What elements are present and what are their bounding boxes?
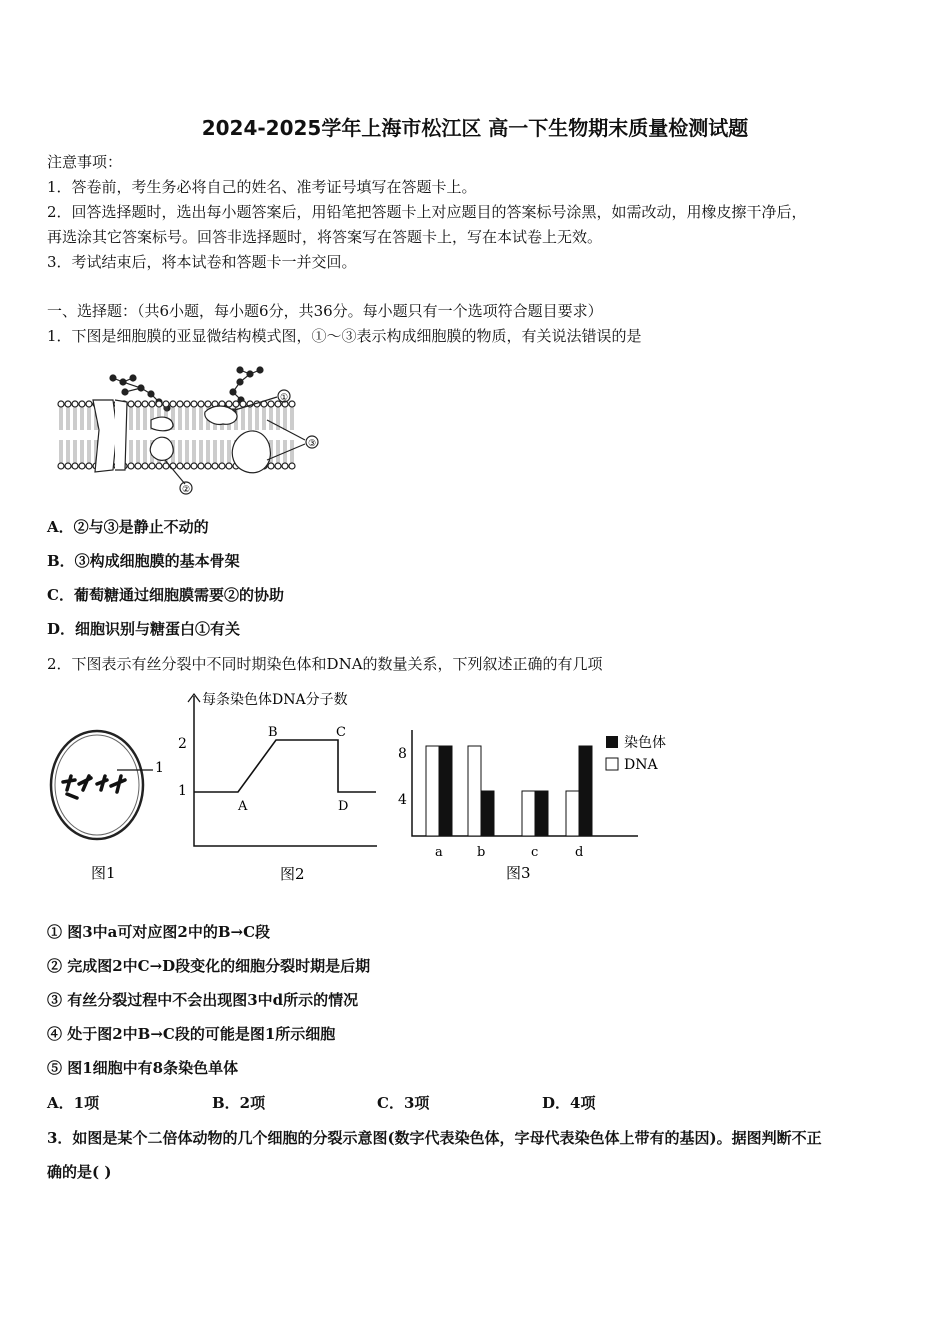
phospholipid-tail bbox=[88, 407, 90, 430]
q2-option-b[interactable]: B．2项 bbox=[212, 1094, 266, 1112]
phospholipid-head bbox=[198, 401, 204, 407]
phospholipid-head bbox=[191, 401, 197, 407]
phospholipid-head bbox=[72, 463, 78, 469]
phospholipid-tail bbox=[130, 440, 132, 463]
bar-d-chromosome bbox=[579, 746, 592, 836]
phospholipid-tail bbox=[228, 440, 230, 463]
q2-statement-3: ③ 有丝分裂过程中不会出现图3中d所示的情况 bbox=[47, 991, 359, 1009]
figure-2-point-d: D bbox=[338, 799, 349, 814]
category-label-a: a bbox=[435, 845, 443, 860]
phospholipid-tail bbox=[193, 440, 195, 463]
phospholipid-tail bbox=[60, 407, 62, 430]
phospholipid-head bbox=[191, 463, 197, 469]
bar-c-chromosome bbox=[535, 791, 548, 836]
phospholipid-head bbox=[128, 463, 134, 469]
question-2-stem: 2．下图表示有丝分裂中不同时期染色体和DNA的数量关系，下列叙述正确的有几项 bbox=[47, 655, 603, 673]
phospholipid-tail bbox=[144, 407, 146, 430]
figure-2-ytick-1: 1 bbox=[178, 783, 187, 799]
figure-3-caption: 图3 bbox=[506, 864, 531, 882]
phospholipid-head bbox=[156, 463, 162, 469]
phospholipid-head bbox=[156, 401, 162, 407]
phospholipid-tail bbox=[88, 440, 90, 463]
phospholipid-head bbox=[135, 463, 141, 469]
q1-option-b[interactable]: B．③构成细胞膜的基本骨架 bbox=[47, 552, 240, 570]
bar-a-dna bbox=[426, 746, 439, 836]
channel-protein bbox=[93, 400, 117, 472]
category-label-d: d bbox=[575, 845, 584, 860]
phospholipid-head bbox=[72, 401, 78, 407]
phospholipid-head bbox=[86, 463, 92, 469]
phospholipid-tail bbox=[214, 440, 216, 463]
phospholipid-head bbox=[177, 463, 183, 469]
integral-protein bbox=[232, 431, 270, 473]
figure-2-caption: 图2 bbox=[280, 865, 305, 883]
phospholipid-head bbox=[149, 401, 155, 407]
phospholipid-head bbox=[226, 401, 232, 407]
q1-option-d[interactable]: D．细胞识别与糖蛋白①有关 bbox=[47, 620, 241, 638]
phospholipid-tail bbox=[137, 407, 139, 430]
phospholipid-tail bbox=[81, 407, 83, 430]
phospholipid-head bbox=[289, 401, 295, 407]
phospholipid-head bbox=[163, 401, 169, 407]
phospholipid-head bbox=[128, 401, 134, 407]
label-1: ① bbox=[279, 393, 289, 403]
figure-3-ytick-8: 8 bbox=[398, 746, 407, 762]
phospholipid-head bbox=[79, 463, 85, 469]
phospholipid-head bbox=[65, 401, 71, 407]
phospholipid-head bbox=[275, 463, 281, 469]
phospholipid-head bbox=[135, 401, 141, 407]
q2-statement-2: ② 完成图2中C→D段变化的细胞分裂时期是后期 bbox=[47, 957, 371, 975]
phospholipid-head bbox=[198, 463, 204, 469]
phospholipid-head bbox=[79, 401, 85, 407]
question-1-stem: 1．下图是细胞膜的亚显微结构模式图，①～③表示构成细胞膜的物质，有关说法错误的是 bbox=[47, 327, 642, 345]
q2-statement-5: ⑤ 图1细胞中有8条染色单体 bbox=[47, 1059, 239, 1077]
bar-d-dna bbox=[566, 791, 579, 836]
bar-b-dna bbox=[468, 746, 481, 836]
phospholipid-tail bbox=[270, 407, 272, 430]
phospholipid-head bbox=[268, 463, 274, 469]
legend-chromosome: 染色体 bbox=[624, 735, 666, 751]
phospholipid-head bbox=[149, 463, 155, 469]
phospholipid-tail bbox=[137, 440, 139, 463]
figure-2-point-a: A bbox=[238, 799, 248, 814]
phospholipid-tail bbox=[249, 407, 251, 430]
phospholipid-tail bbox=[291, 407, 293, 430]
phospholipid-head bbox=[226, 463, 232, 469]
phospholipid-head bbox=[205, 463, 211, 469]
phospholipid-tail bbox=[60, 440, 62, 463]
phospholipid-tail bbox=[179, 407, 181, 430]
legend-swatch-dna bbox=[606, 758, 618, 770]
category-label-c: c bbox=[531, 845, 539, 860]
q2-statement-4: ④ 处于图2中B→C段的可能是图1所示细胞 bbox=[47, 1025, 336, 1043]
category-label-b: b bbox=[477, 845, 486, 860]
phospholipid-tail bbox=[200, 407, 202, 430]
phospholipid-head bbox=[184, 401, 190, 407]
phospholipid-head bbox=[142, 401, 148, 407]
figure-1-label: 1 bbox=[155, 760, 164, 776]
question-3-stem-cont: 确的是( ) bbox=[47, 1163, 112, 1181]
phospholipid-tail bbox=[144, 440, 146, 463]
notice-item: 1．答卷前，考生务必将自己的姓名、准考证号填写在答题卡上。 bbox=[47, 178, 477, 196]
phospholipid-tail bbox=[277, 440, 279, 463]
cell-membrane-diagram bbox=[55, 360, 345, 500]
phospholipid-head bbox=[212, 463, 218, 469]
label-3: ③ bbox=[307, 439, 317, 449]
phospholipid-tail bbox=[186, 407, 188, 430]
phospholipid-tail bbox=[130, 407, 132, 430]
phospholipid-tail bbox=[81, 440, 83, 463]
phospholipid-tail bbox=[291, 440, 293, 463]
q2-option-d[interactable]: D．4项 bbox=[542, 1094, 596, 1112]
figure-2-series-line bbox=[194, 740, 376, 792]
phospholipid-tail bbox=[74, 440, 76, 463]
phospholipid-tail bbox=[67, 440, 69, 463]
phospholipid-head bbox=[58, 463, 64, 469]
phospholipid-tail bbox=[207, 440, 209, 463]
phospholipid-tail bbox=[67, 407, 69, 430]
q2-statement-1: ① 图3中a可对应图2中的B→C段 bbox=[47, 923, 271, 941]
legend-swatch-chromosome bbox=[606, 736, 618, 748]
protein-2 bbox=[150, 437, 173, 460]
phospholipid-tail bbox=[200, 440, 202, 463]
notice-item: 2．回答选择题时，选出每小题答案后，用铅笔把答题卡上对应题目的答案标号涂黑，如需改动，用橡皮擦干净后， bbox=[47, 203, 807, 221]
phospholipid-head bbox=[177, 401, 183, 407]
legend-dna: DNA bbox=[624, 757, 658, 773]
phospholipid-tail bbox=[186, 440, 188, 463]
phospholipid-tail bbox=[284, 407, 286, 430]
phospholipid-head bbox=[184, 463, 190, 469]
phospholipid-head bbox=[289, 463, 295, 469]
phospholipid-head bbox=[205, 401, 211, 407]
phospholipid-tail bbox=[263, 407, 265, 430]
phospholipid-tail bbox=[256, 407, 258, 430]
phospholipid-head bbox=[65, 463, 71, 469]
phospholipid-head bbox=[282, 463, 288, 469]
q2-option-c[interactable]: C．3项 bbox=[377, 1094, 430, 1112]
phospholipid-head bbox=[233, 401, 239, 407]
question-3-stem: 3．如图是某个二倍体动物的几个细胞的分裂示意图(数字代表染色体，字母代表染色体上带有的基因)。据图判断不正 bbox=[47, 1129, 822, 1147]
phospholipid-head bbox=[86, 401, 92, 407]
peripheral-protein bbox=[151, 417, 173, 431]
figure-3-bar-chart bbox=[392, 720, 712, 890]
figure-2-point-c: C bbox=[336, 725, 346, 740]
q2-option-a[interactable]: A．1项 bbox=[47, 1094, 100, 1112]
phospholipid-head bbox=[268, 401, 274, 407]
phospholipid-head bbox=[142, 463, 148, 469]
page-title: 2024-2025学年上海市松江区 高一下生物期末质量检测试题 bbox=[201, 116, 749, 140]
figure-2-ytick-2: 2 bbox=[178, 736, 187, 752]
notice-item: 再选涂其它答案标号。回答非选择题时，将答案写在答题卡上，写在本试卷上无效。 bbox=[47, 228, 603, 246]
section-heading: 一、选择题：（共6小题，每小题6分，共36分。每小题只有一个选项符合题目要求） bbox=[47, 302, 603, 320]
phospholipid-head bbox=[170, 463, 176, 469]
notice-item: 3．考试结束后，将本试卷和答题卡一并交回。 bbox=[47, 253, 357, 271]
phospholipid-head bbox=[240, 401, 246, 407]
phospholipid-tail bbox=[221, 440, 223, 463]
figure-1-cell bbox=[45, 720, 170, 890]
bar-b-chromosome bbox=[481, 791, 494, 836]
label-2: ② bbox=[181, 485, 191, 495]
notice-heading: 注意事项： bbox=[47, 153, 123, 171]
q1-option-a[interactable]: A．②与③是静止不动的 bbox=[47, 518, 209, 536]
phospholipid-head bbox=[58, 401, 64, 407]
figure-2-line-graph bbox=[172, 686, 382, 890]
q1-option-c[interactable]: C．葡萄糖通过细胞膜需要②的协助 bbox=[47, 586, 284, 604]
figure-2-point-b: B bbox=[268, 725, 278, 740]
phospholipid-head bbox=[170, 401, 176, 407]
bar-c-dna bbox=[522, 791, 535, 836]
figure-2-ylabel: 每条染色体DNA分子数 bbox=[202, 692, 348, 708]
phospholipid-head bbox=[219, 463, 225, 469]
phospholipid-tail bbox=[242, 407, 244, 430]
phospholipid-tail bbox=[179, 440, 181, 463]
phospholipid-tail bbox=[193, 407, 195, 430]
figure-1-caption: 图1 bbox=[91, 864, 116, 882]
figure-3-ytick-4: 4 bbox=[398, 792, 407, 808]
phospholipid-tail bbox=[74, 407, 76, 430]
bar-a-chromosome bbox=[439, 746, 452, 836]
